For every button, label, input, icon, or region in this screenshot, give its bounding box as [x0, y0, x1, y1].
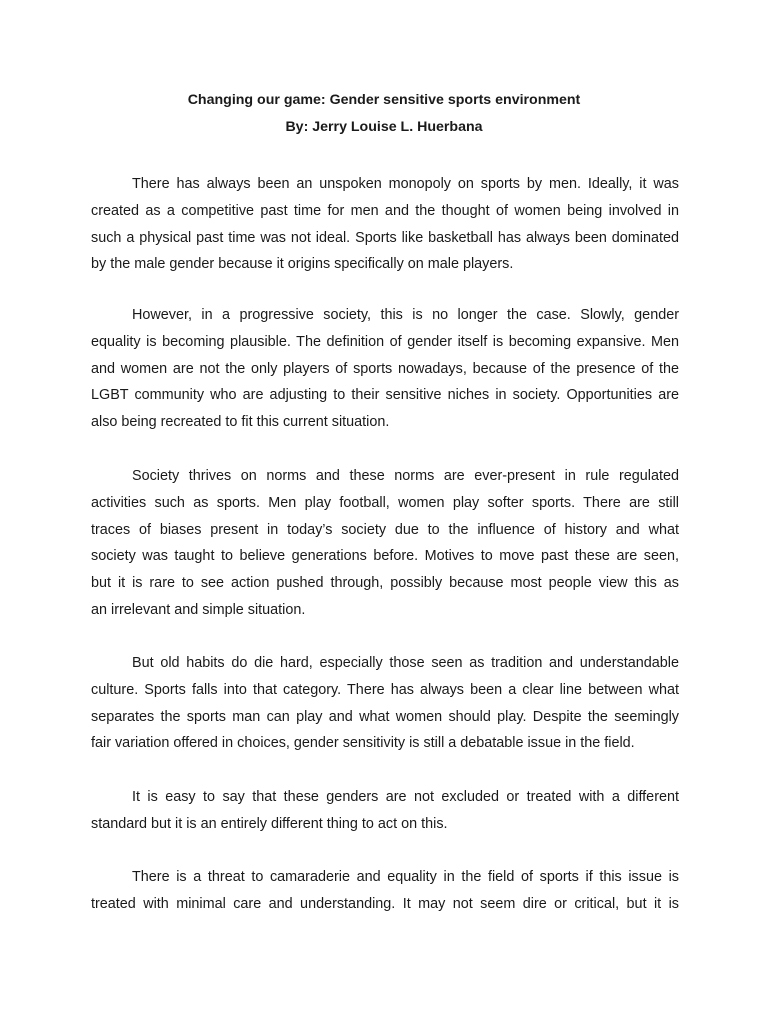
paragraph-line: Society thrives on norms and these norms are ever-present in rule regulated — [132, 468, 679, 484]
paragraph-1 — [91, 171, 679, 278]
paragraph-3 — [91, 463, 679, 624]
paragraph-line: treated with minimal care and understanding. It may not seem dire or critical, but it is — [91, 895, 679, 912]
paragraph-line: It is easy to say that these genders are not excluded or treated with a different — [132, 789, 679, 805]
paragraph-4 — [91, 650, 679, 757]
paragraph-5 — [91, 784, 679, 838]
paragraph-line: an irrelevant and simple situation. — [91, 601, 306, 618]
paragraph-line: equality is becoming plausible. The definition of gender itself is becoming expansive. Men — [91, 333, 679, 350]
paragraph-line: There is a threat to camaraderie and equality in the field of sports if this issue is — [132, 869, 679, 885]
paragraph-line: and women are not the only players of sports nowadays, because of the presence of the — [91, 360, 679, 377]
paragraph-line: culture. Sports falls into that category. There has always been a clear line between what — [91, 681, 679, 698]
paragraph-line: traces of biases present in today’s society due to the influence of history and what — [91, 521, 679, 538]
paragraph-line: fair variation offered in choices, gender sensitivity is still a debatable issue in the field. — [91, 735, 635, 752]
paragraph-line: such a physical past time was not ideal. Sports like basketball has always been dominated — [91, 229, 679, 246]
paragraph-line: But old habits do die hard, especially those seen as tradition and understandable — [132, 655, 679, 671]
paragraph-line: However, in a progressive society, this is no longer the case. Slowly, gender — [132, 307, 679, 323]
paragraph-line: also being recreated to fit this current situation. — [91, 414, 390, 431]
paragraph-line: by the male gender because it origins specifically on male players. — [91, 256, 514, 273]
paragraph-line: created as a competitive past time for men and the thought of women being involved in — [91, 202, 679, 219]
paragraph-line: separates the sports man can play and what women should play. Despite the seemingly — [91, 708, 679, 725]
paragraph-line: but it is rare to see action pushed through, possibly because most people view this as — [91, 575, 679, 592]
paragraph-line: There has always been an unspoken monopoly on sports by men. Ideally, it was — [132, 176, 679, 192]
paragraph-line: activities such as sports. Men play football, women play softer sports. There are still — [91, 494, 679, 511]
paragraph-line: LGBT community who are adjusting to their sensitive niches in society. Opportunities are — [91, 387, 679, 404]
paragraph-line: standard but it is an entirely different thing to act on this. — [91, 815, 448, 832]
document-byline: By: Jerry Louise L. Huerbana — [285, 119, 483, 135]
document-title: Changing our game: Gender sensitive sports environment — [187, 92, 581, 108]
paragraph-line: society was taught to believe generations before. Motives to move past these are seen, — [91, 548, 679, 565]
paragraph-6 — [91, 864, 679, 918]
paragraph-2 — [91, 302, 679, 436]
